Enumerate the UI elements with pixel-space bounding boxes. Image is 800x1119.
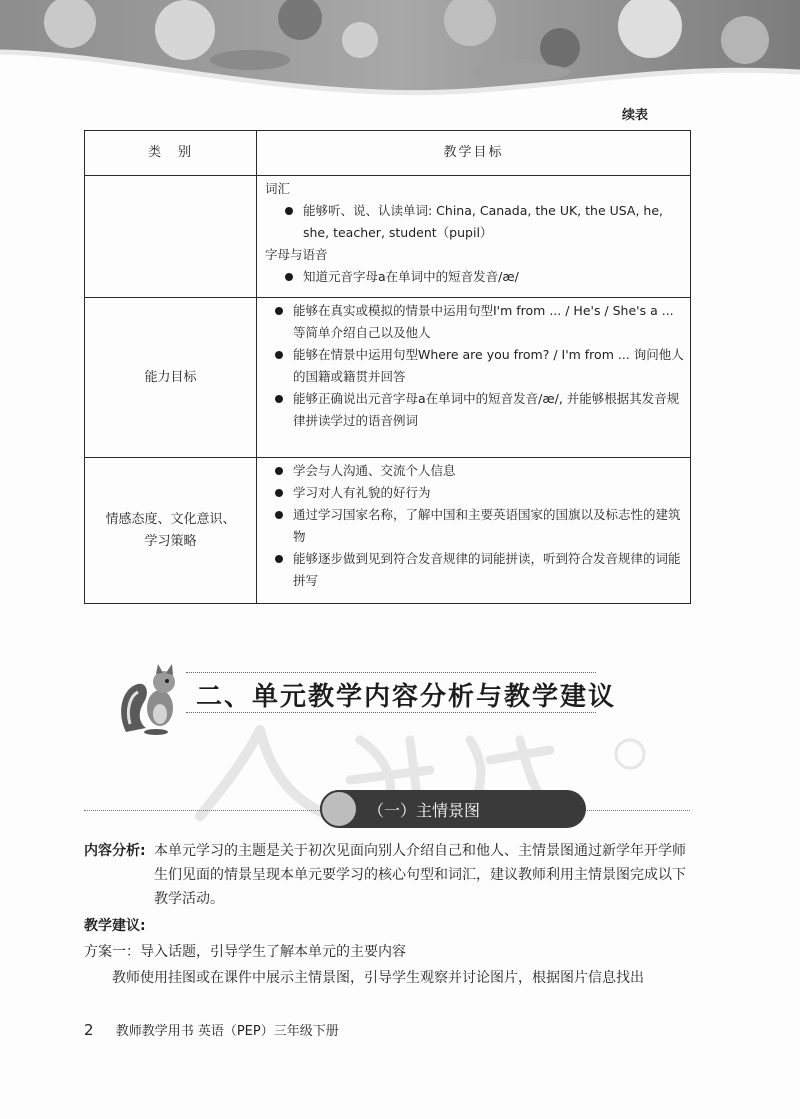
list-item bbox=[265, 548, 684, 592]
analysis-label: 内容分析: bbox=[84, 843, 146, 859]
book-title: 教师教学用书 英语（PEP）三年级下册 bbox=[115, 1024, 339, 1039]
column-header-goals: 教学目标 bbox=[257, 131, 691, 176]
list-item bbox=[265, 388, 684, 432]
floral-banner bbox=[0, 0, 800, 96]
category-cell-ability bbox=[85, 298, 257, 458]
list-item bbox=[265, 344, 684, 388]
bullet-icon bbox=[275, 307, 283, 315]
list-item bbox=[265, 200, 684, 244]
attitude-item: 通过学习国家名称，了解中国和主要英语国家的国旗以及标志性的建筑物 bbox=[293, 507, 681, 544]
bullet-icon bbox=[275, 351, 283, 359]
plan-one-body: 教师使用挂图或在课件中展示主情景图，引导学生观察并讨论图片，根据图片信息找出 bbox=[112, 970, 644, 986]
bullet-icon bbox=[275, 467, 283, 475]
vocab-heading: 词汇 bbox=[265, 181, 291, 196]
list-item bbox=[265, 504, 684, 548]
column-header-category: 类 别 bbox=[85, 131, 257, 176]
bullet-icon bbox=[285, 207, 293, 215]
attitude-item: 学会与人沟通、交流个人信息 bbox=[293, 463, 456, 478]
vocab-item: 能够听、说、认读单词: China, Canada, the UK, the USA, he, she, teacher, student（pupil） bbox=[303, 203, 664, 240]
subsection-heading bbox=[84, 790, 690, 830]
category-cell-attitude bbox=[85, 458, 257, 604]
list-item bbox=[265, 300, 684, 344]
subsection-label: （一）主情景图 bbox=[368, 801, 481, 820]
table-row-knowledge bbox=[85, 176, 691, 298]
subsection-pill bbox=[320, 790, 586, 828]
bullet-icon bbox=[275, 395, 283, 403]
page-number: 2 bbox=[84, 1021, 94, 1039]
goals-cell-ability bbox=[257, 298, 691, 458]
flower-emblem-icon bbox=[320, 790, 358, 828]
phonics-heading: 字母与语音 bbox=[265, 247, 328, 262]
bullet-icon bbox=[275, 555, 283, 563]
ability-item: 能够在情景中运用句型Where are you from? / I'm from ... 询问他人的国籍或籍贯并回答 bbox=[293, 347, 684, 384]
phonics-item: 知道元音字母a在单词中的短音发音/æ/ bbox=[303, 269, 519, 284]
squirrel-icon bbox=[116, 662, 192, 738]
divider bbox=[186, 672, 596, 673]
attitude-category-line2: 学习策略 bbox=[144, 533, 197, 549]
goals-cell-knowledge bbox=[257, 176, 691, 298]
ability-category-label: 能力目标 bbox=[144, 369, 197, 385]
table-continued-label: 续表 bbox=[622, 108, 649, 123]
ability-item: 能够正确说出元音字母a在单词中的短音发音/æ/, 并能够根据其发音规律拼读学过的语音例词 bbox=[293, 391, 680, 428]
bullet-icon bbox=[285, 273, 293, 281]
attitude-item: 学习对人有礼貌的好行为 bbox=[293, 485, 431, 500]
list-item bbox=[265, 460, 684, 482]
table-row-ability bbox=[85, 298, 691, 458]
ability-item: 能够在真实或模拟的情景中运用句型I'm from ... / He's / She's a ... 等简单介绍自己以及他人 bbox=[293, 303, 674, 340]
table-header-row bbox=[85, 131, 691, 176]
floral-banner-art bbox=[0, 0, 800, 96]
attitude-category-line1: 情感态度、文化意识、 bbox=[105, 511, 236, 527]
suggestion-label: 教学建议: bbox=[84, 918, 146, 934]
bullet-icon bbox=[275, 511, 283, 519]
teaching-goals-table bbox=[84, 130, 691, 604]
attitude-item: 能够逐步做到见到符合发音规律的词能拼读，听到符合发音规律的词能拼写 bbox=[293, 551, 681, 588]
bullet-icon bbox=[275, 489, 283, 497]
page-footer bbox=[84, 1020, 339, 1039]
plan-one-heading: 方案一：导入话题，引导学生了解本单元的主要内容 bbox=[84, 944, 406, 960]
list-item bbox=[265, 266, 684, 288]
goals-cell-attitude bbox=[257, 458, 691, 604]
table-row-attitude bbox=[85, 458, 691, 604]
category-cell-knowledge bbox=[85, 176, 257, 298]
list-item bbox=[265, 482, 684, 504]
section-title: 二、单元教学内容分析与教学建议 bbox=[196, 682, 617, 712]
analysis-text: 本单元学习的主题是关于初次见面向别人介绍自己和他人、主情景图通过新学年开学师生们见面的情景呈现本单元要学习的核心句型和词汇，建议教师利用主情景图完成以下教学活动。 bbox=[154, 843, 686, 907]
